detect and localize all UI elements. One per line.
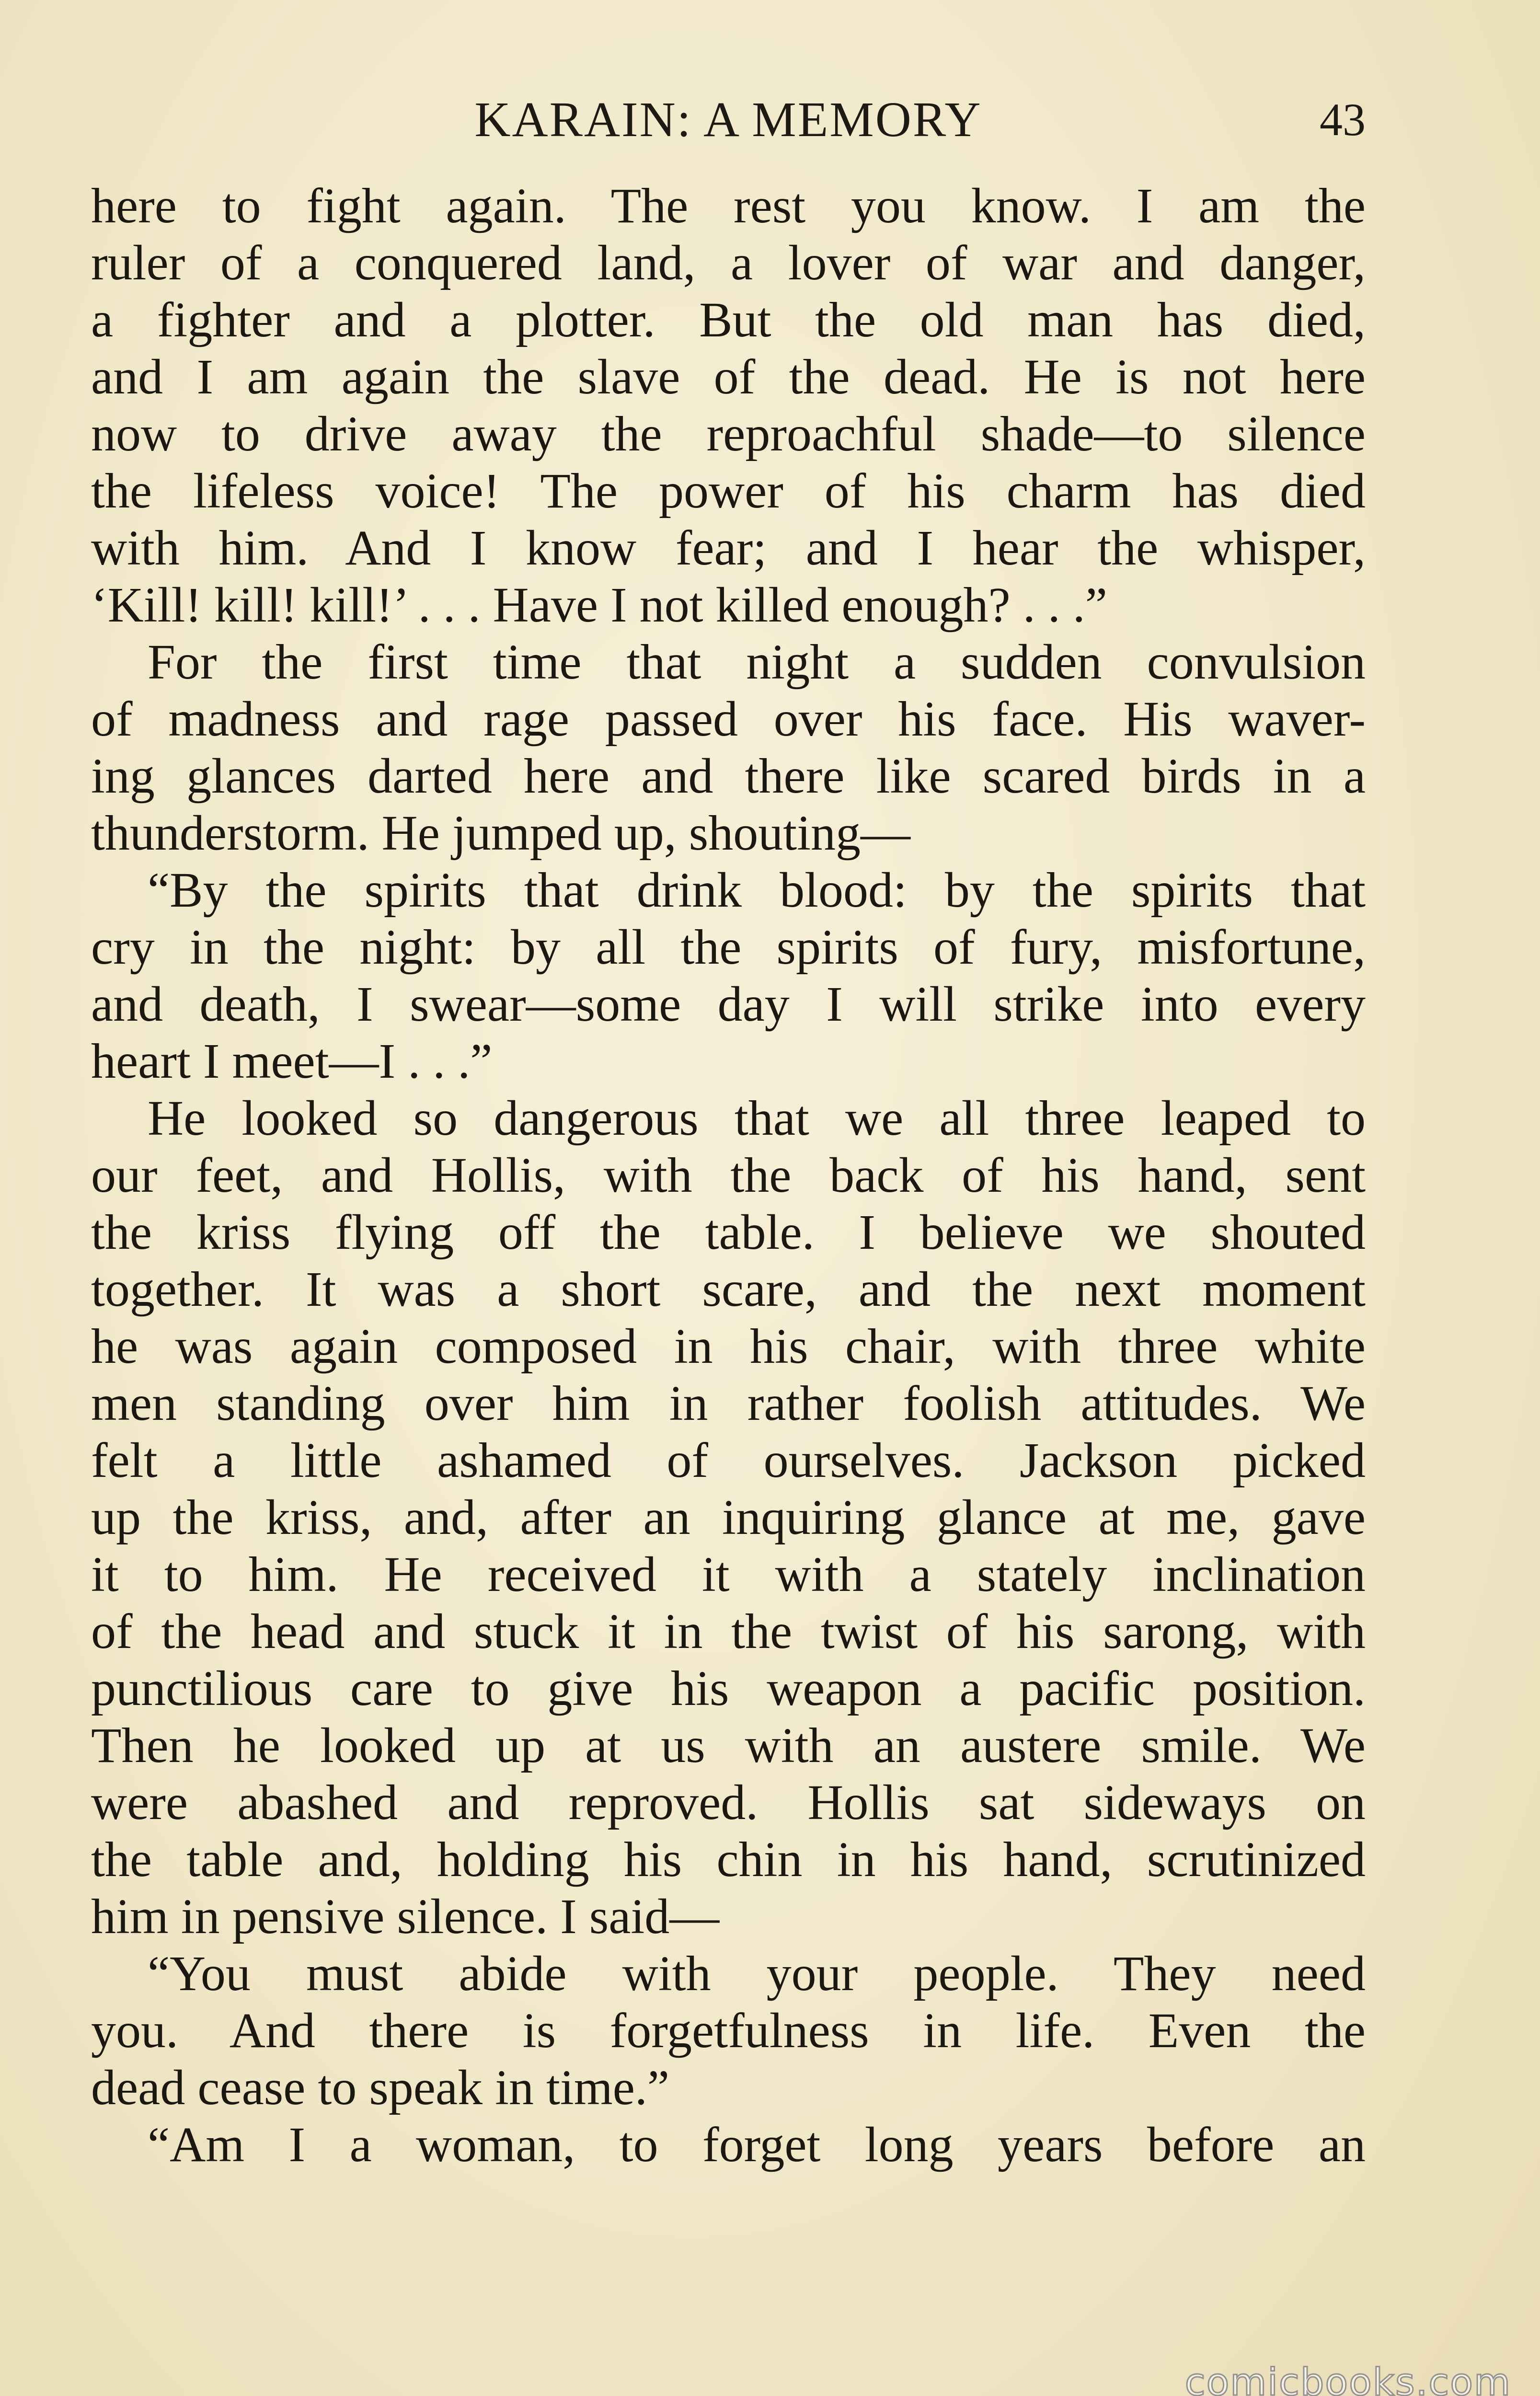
text-line: ing glances darted here and there like scared birds in a bbox=[91, 749, 1366, 804]
text-line: of madness and rage passed over his face. His waver- bbox=[91, 691, 1366, 747]
text-line: you. And there is forgetfulness in life. Even the bbox=[91, 2003, 1366, 2058]
text-line: He looked so dangerous that we all three leaped to bbox=[148, 1091, 1366, 1146]
text-line: and I am again the slave of the dead. He is not here bbox=[91, 349, 1366, 404]
text-line: here to fight again. The rest you know. I am the bbox=[91, 178, 1366, 233]
text-line: it to him. He received it with a stately inclination bbox=[91, 1547, 1366, 1602]
text-line: punctilious care to give his weapon a pacific position. bbox=[91, 1661, 1366, 1716]
text-line: our feet, and Hollis, with the back of his hand, sent bbox=[91, 1148, 1366, 1203]
page-number: 43 bbox=[1320, 94, 1366, 145]
text-line: now to drive away the reproachful shade—to silence bbox=[91, 406, 1366, 461]
text-line: “You must abide with your people. They need bbox=[148, 1946, 1366, 2001]
text-line: “Am I a woman, to forget long years before an bbox=[148, 2117, 1366, 2172]
text-line: thunderstorm. He jumped up, shouting— bbox=[91, 806, 911, 861]
running-head bbox=[91, 84, 1366, 156]
text-line: heart I meet—I . . .” bbox=[91, 1034, 493, 1089]
text-line: a fighter and a plotter. But the old man has died, bbox=[91, 292, 1366, 347]
running-title: KARAIN: A MEMORY bbox=[474, 92, 982, 147]
text-line: ruler of a conquered land, a lover of war and danger, bbox=[91, 235, 1366, 290]
text-line: the lifeless voice! The power of his charm has died bbox=[91, 463, 1366, 518]
text-line: with him. And I know fear; and I hear the whisper, bbox=[91, 520, 1366, 576]
text-line: men standing over him in rather foolish attitudes. We bbox=[91, 1376, 1366, 1431]
text-line: Then he looked up at us with an austere smile. We bbox=[91, 1718, 1366, 1773]
text-line: the table and, holding his chin in his hand, scrutinized bbox=[91, 1832, 1366, 1887]
text-line: ‘Kill! kill! kill!’ . . . Have I not killed enough? . . .” bbox=[91, 577, 1107, 633]
text-line: cry in the night: by all the spirits of fury, misfortune, bbox=[91, 920, 1366, 975]
text-line: he was again composed in his chair, with three white bbox=[91, 1319, 1366, 1374]
text-line: of the head and stuck it in the twist of his sarong, with bbox=[91, 1604, 1366, 1659]
text-line: the kriss flying off the table. I believe we shouted bbox=[91, 1205, 1366, 1260]
watermark: comicbooks.com bbox=[1184, 2361, 1511, 2396]
text-line: For the first time that night a sudden convulsion bbox=[148, 634, 1366, 690]
text-line: and death, I swear—some day I will strike into every bbox=[91, 977, 1366, 1032]
text-line: dead cease to speak in time.” bbox=[91, 2060, 670, 2115]
text-line: up the kriss, and, after an inquiring glance at me, gave bbox=[91, 1490, 1366, 1545]
text-line: him in pensive silence. I said— bbox=[91, 1889, 720, 1944]
text-line: felt a little ashamed of ourselves. Jackson picked bbox=[91, 1433, 1366, 1488]
text-line: together. It was a short scare, and the next moment bbox=[91, 1262, 1366, 1317]
body-text bbox=[91, 177, 1366, 2173]
text-line: were abashed and reproved. Hollis sat sideways on bbox=[91, 1775, 1366, 1830]
text-line: “By the spirits that drink blood: by the spirits that bbox=[148, 863, 1366, 918]
